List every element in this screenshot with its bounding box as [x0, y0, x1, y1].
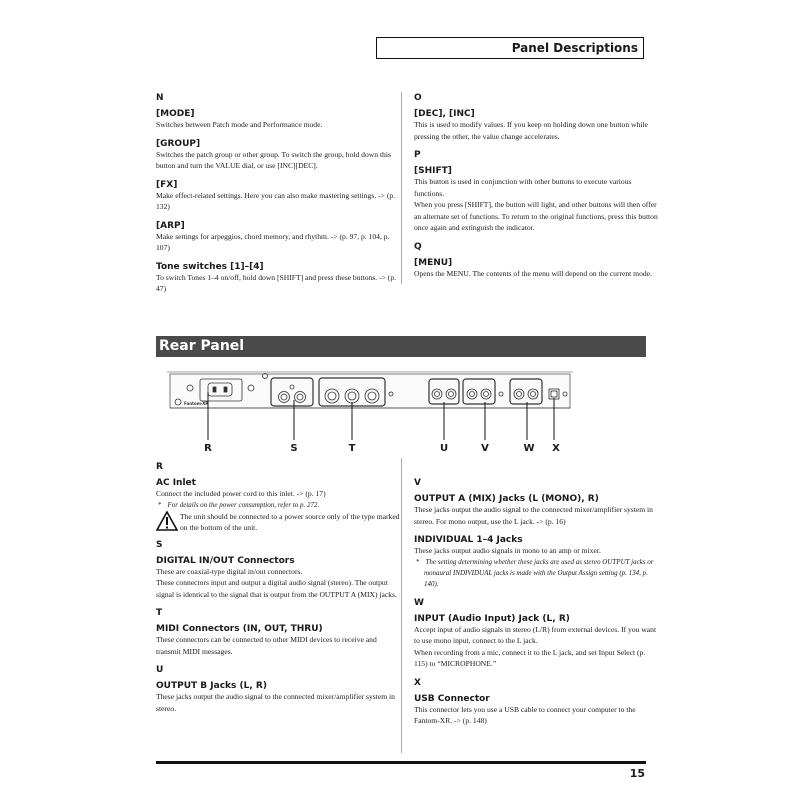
item-body: Connect the included power cord to this inlet. -> (p. 17)	[156, 489, 326, 498]
item-title: DIGITAL IN/OUT Connectors	[156, 555, 295, 566]
note-text: For details on the power consumption, refer to p. 272.	[167, 500, 320, 509]
item-body: These jacks output audio signals in mono to an amp or mixer.	[414, 546, 601, 555]
section-letter: O	[414, 93, 422, 103]
section-letter: U	[156, 665, 164, 675]
item-body: This is used to modify values. If you keep on holding down one button while pressing the other, the value change accelerates.	[414, 120, 648, 141]
item-title: [SHIFT]	[414, 166, 452, 176]
section-letter: Q	[414, 241, 422, 252]
item-title: [ARP]	[156, 220, 185, 231]
callout-T: T	[348, 443, 356, 454]
item-body: Switches between Patch mode and Performance mode.	[156, 120, 323, 129]
footer-rule	[156, 761, 646, 764]
page-number: 15	[629, 767, 645, 780]
item-body: These jacks output the audio signal to the connected mixer/amplifier system in stereo. For mono output, use the L jack. -> (p. 16)	[414, 505, 653, 526]
section-letter: S	[156, 539, 163, 550]
column-divider	[401, 458, 402, 753]
callout-U: U	[439, 443, 449, 454]
column-divider	[401, 92, 402, 284]
item-body: Opens the MENU. The contents of the menu will depend on the current mode.	[414, 268, 652, 278]
item-title: AC Inlet	[156, 478, 196, 488]
item-body: When you press [SHIFT], the button will light, and other buttons will then offer an alternate set of functions. To return to the original functions, press this button once again and extinguish the indicator.	[414, 200, 658, 232]
rear-panel-diagram	[165, 370, 575, 460]
item-body: Accept input of audio signals in stereo (L/R) from external devices. If you want to use mono input, connect to the L jack.	[414, 624, 657, 645]
section-letter: X	[414, 677, 421, 688]
item-body: These connectors can be connected to other MIDI devices to receive and transmit MIDI messages.	[156, 635, 377, 656]
item-title: OUTPUT A (MIX) Jacks (L (MONO), R)	[414, 494, 599, 504]
item-title: Tone switches [1]–[4]	[156, 261, 264, 272]
item-title: USB Connector	[414, 693, 490, 704]
warning-triangle-icon	[156, 511, 178, 531]
item-body: To switch Tones 1–4 on/off, hold down [SHIFT] and press these buttons. -> (p. 47)	[156, 272, 397, 293]
item-title: [GROUP]	[156, 138, 201, 149]
warning-text: The unit should be connected to a power source only of the type marked on the bottom of the unit.	[180, 511, 400, 532]
item-note: * For details on the power consumption, refer to p. 272.	[158, 500, 320, 509]
callout-X: X	[552, 443, 560, 454]
section-letter: T	[156, 608, 163, 618]
item-title: [DEC], [INC]	[414, 109, 475, 119]
item-body: This button is used in conjunction with other buttons to execute various functions.	[414, 177, 632, 198]
rear-panel-heading	[156, 336, 646, 357]
section-header-title: Panel Descriptions	[511, 41, 638, 55]
note-text: The setting determining whether these jacks are used as stereo OUTPUT jacks or monaural INDIVIDUAL jacks is made with the Output Assign setting (p. 134, p. 140).	[424, 557, 654, 588]
item-body: Make effect-related settings. Here you can also make mastering settings. -> (p. 132)	[156, 190, 396, 211]
callout-S: S	[290, 443, 298, 454]
bottom-left-column	[156, 462, 401, 714]
item-body: Switches the patch group or other group. To switch the group, hold down this button and turn the VALUE dial, or use [INC][DEC].	[156, 149, 391, 170]
section-letter: V	[414, 478, 421, 488]
item-title: INDIVIDUAL 1–4 Jacks	[414, 535, 523, 545]
diagram-model-label: Fantom-XR	[184, 401, 209, 406]
item-body: Make settings for arpeggios, chord memory, and rhythm. -> (p. 97, p. 104, p. 107)	[156, 231, 390, 252]
item-body: These connectors input and output a digital audio signal (stereo). The output signal is identical to the signal that is output from the OUTPUT A (MIX) jacks.	[156, 578, 397, 599]
section-letter: R	[156, 462, 163, 472]
rear-panel-heading-text: Rear Panel	[159, 338, 245, 354]
item-title: [FX]	[156, 179, 178, 190]
item-title: OUTPUT B Jacks (L, R)	[156, 681, 267, 691]
section-header-box	[376, 37, 644, 59]
item-body: These jacks output the audio signal to the connected mixer/amplifier system in stereo.	[156, 692, 395, 713]
item-title: INPUT (Audio Input) Jack (L, R)	[414, 613, 570, 624]
callout-W: W	[523, 443, 535, 454]
item-body: These are coaxial-type digital in/out connectors.	[156, 566, 303, 576]
top-right-column	[414, 93, 659, 279]
section-letter: N	[156, 93, 164, 103]
item-body: This connector lets you use a USB cable to connect your computer to the Fantom-XR. -> (p. 148)	[414, 704, 636, 725]
item-note: * The setting determining whether these jacks are used as stereo OUTPUT jacks or monaural INDIVIDUAL jacks is made with the Output Assign setting (p. 134, p. 140).	[416, 557, 654, 588]
callout-V: V	[481, 443, 489, 454]
item-body: When recording from a mic, connect it to the L jack, and set Input Select (p. 115) to “MICROPHONE.”	[414, 647, 646, 668]
warning-block	[156, 511, 401, 534]
callout-R: R	[204, 443, 212, 454]
section-letter: P	[414, 150, 421, 160]
bottom-right-column	[414, 478, 659, 727]
top-left-column	[156, 93, 401, 295]
item-title: [MODE]	[156, 109, 195, 119]
section-letter: W	[414, 597, 424, 608]
item-title: [MENU]	[414, 257, 453, 268]
item-title: MIDI Connectors (IN, OUT, THRU)	[156, 624, 323, 634]
